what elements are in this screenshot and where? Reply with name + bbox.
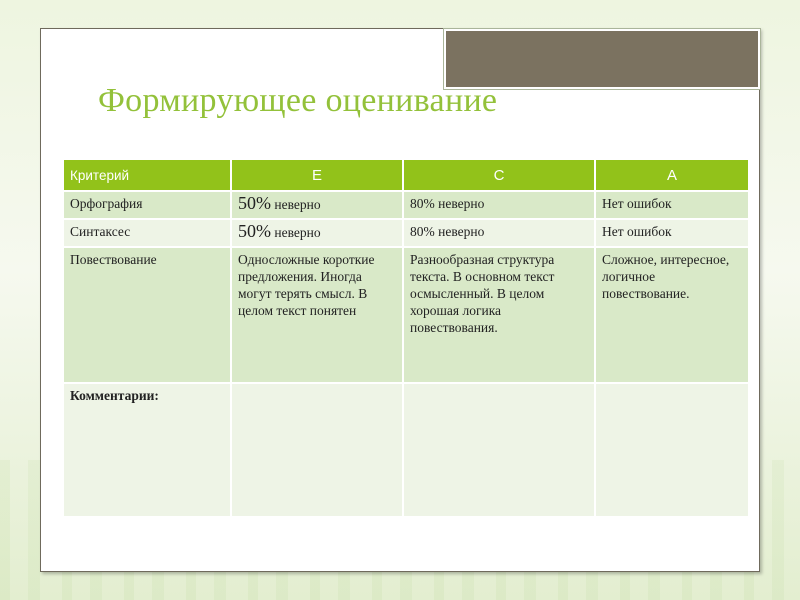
table-row bbox=[63, 383, 749, 517]
comments-label: Комментарии: bbox=[63, 383, 231, 517]
table-row bbox=[63, 219, 749, 247]
e-percent: 50% bbox=[238, 193, 271, 213]
header-criterion: Критерий bbox=[63, 159, 231, 191]
header-e: E bbox=[231, 159, 403, 191]
c-cell: Разнообразная структура текста. В основном текст осмысленный. В целом хорошая логика повествования. bbox=[403, 247, 595, 383]
e-text: неверно bbox=[271, 197, 321, 212]
e-text: неверно bbox=[271, 225, 321, 240]
table-row bbox=[63, 247, 749, 383]
table-row bbox=[63, 191, 749, 219]
criterion-cell: Орфография bbox=[63, 191, 231, 219]
c-cell[interactable] bbox=[403, 383, 595, 517]
header-a: A bbox=[595, 159, 749, 191]
header-c: C bbox=[403, 159, 595, 191]
a-cell[interactable] bbox=[595, 383, 749, 517]
decorative-header-box bbox=[444, 29, 760, 89]
c-cell: 80% неверно bbox=[403, 219, 595, 247]
criterion-cell: Повествование bbox=[63, 247, 231, 383]
a-cell: Нет ошибок bbox=[595, 219, 749, 247]
a-cell: Нет ошибок bbox=[595, 191, 749, 219]
e-cell bbox=[231, 219, 403, 247]
e-percent: 50% bbox=[238, 221, 271, 241]
a-cell: Сложное, интересное, логичное повествование. bbox=[595, 247, 749, 383]
table-header-row bbox=[63, 159, 749, 191]
e-cell: Односложные короткие предложения. Иногда могут терять смысл. В целом текст понятен bbox=[231, 247, 403, 383]
slide-title: Формирующее оценивание bbox=[98, 82, 498, 119]
assessment-table bbox=[62, 158, 750, 518]
criterion-cell: Синтаксес bbox=[63, 219, 231, 247]
c-cell: 80% неверно bbox=[403, 191, 595, 219]
e-cell[interactable] bbox=[231, 383, 403, 517]
e-cell bbox=[231, 191, 403, 219]
